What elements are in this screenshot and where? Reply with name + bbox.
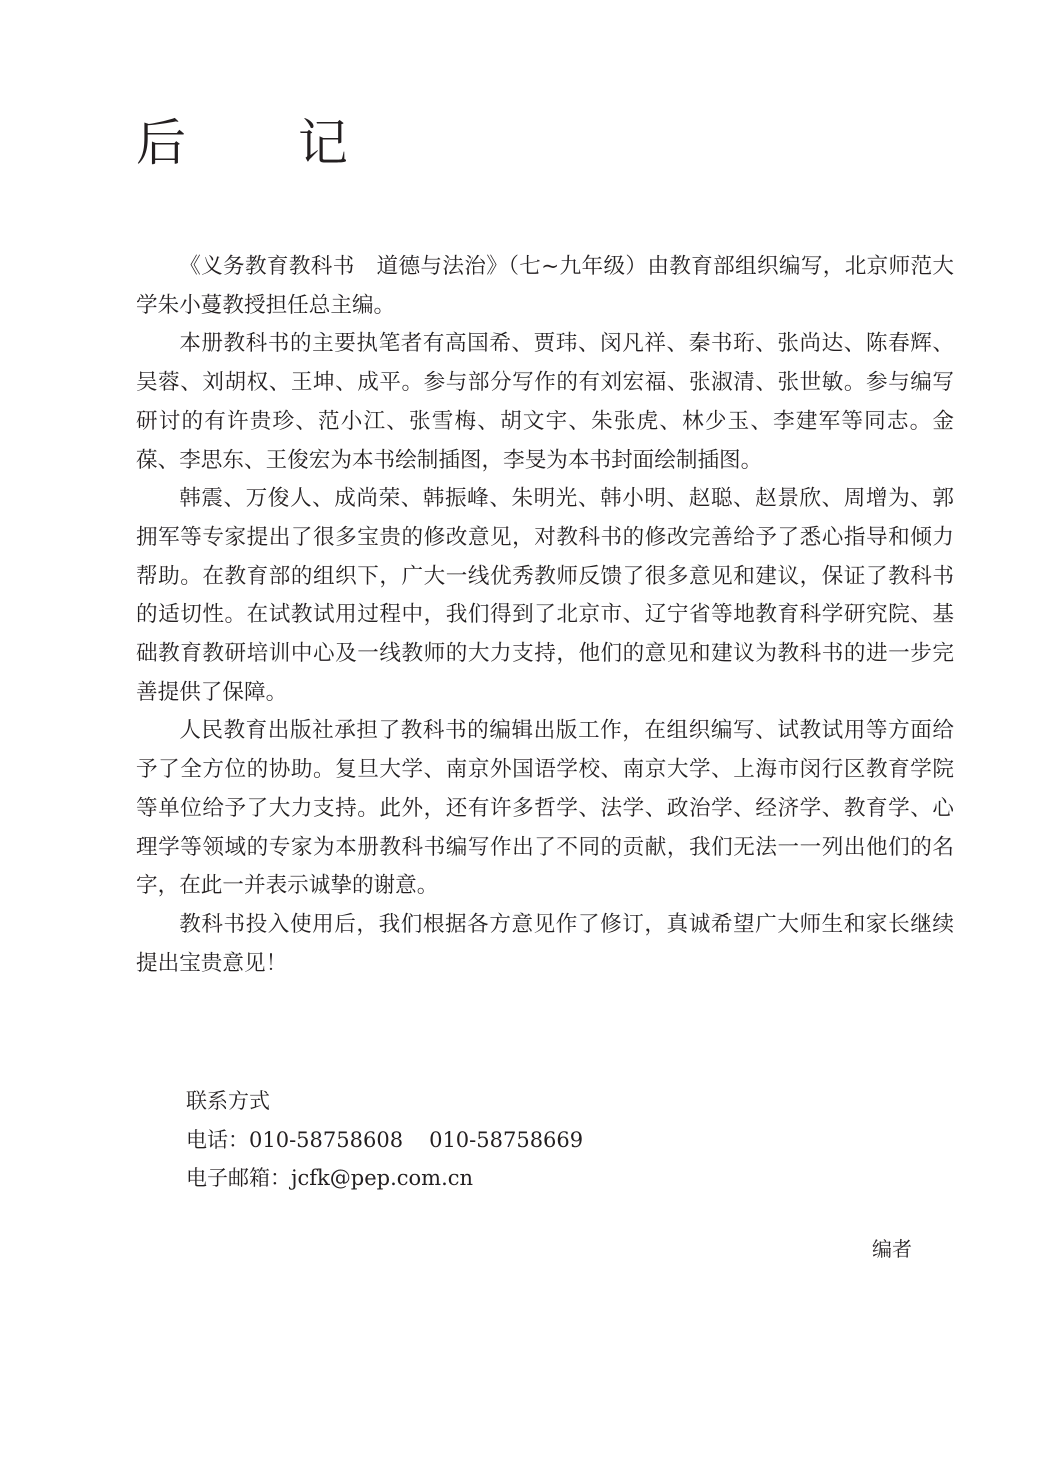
- phone-row: [186, 1121, 583, 1160]
- signoff: 编者: [872, 1237, 912, 1261]
- contact-heading: 联系方式: [186, 1089, 270, 1113]
- page-title: 后 记: [136, 114, 396, 172]
- contact-info: [186, 1082, 583, 1198]
- email-row: [186, 1159, 583, 1198]
- paragraph: 教科书投入使用后，我们根据各方意见作了修订，真诚希望广大师生和家长继续提出宝贵意见！: [136, 911, 954, 976]
- paragraph: 韩震、万俊人、成尚荣、韩振峰、朱明光、韩小明、赵聪、赵景欣、周增为、郭拥军等专家提出了很多宝贵的修改意见，对教科书的修改完善给予了悉心指导和倾力帮助。在教育部的组织下，广大一线优秀教师反馈了很多意见和建议，保证了教科书的适切性。在试教试用过程中，我们得到了北京市、辽宁省等地教育科学研究院、基础教育教研培训中心及一线教师的大力支持，他们的意见和建议为教科书的进一步完善提供了保障。: [136, 486, 954, 705]
- phone-number: 010-58758669: [429, 1127, 584, 1152]
- paragraph: 人民教育出版社承担了教科书的编辑出版工作，在组织编写、试教试用等方面给予了全方位的协助。复旦大学、南京外国语学校、南京大学、上海市闵行区教育学院等单位给予了大力支持。此外，还有许多哲学、法学、政治学、经济学、教育学、心理学等领域的专家为本册教科书编写作出了不同的贡献，我们无法一一列出他们的名字，在此一并表示诚挚的谢意。: [136, 718, 954, 899]
- email-address: jcfk@pep.com.cn: [291, 1166, 474, 1190]
- email-label: 电子邮箱：: [186, 1166, 291, 1190]
- phone-number: 010-58758608: [249, 1127, 404, 1152]
- paragraph: 本册教科书的主要执笔者有高国希、贾玮、闵凡祥、秦书珩、张尚达、陈春辉、吴蓉、刘胡权、王坤、成平。参与部分写作的有刘宏福、张淑清、张世敏。参与编写研讨的有许贵珍、范小江、张雪梅、胡文宇、朱张虎、林少玉、李建军等同志。金葆、李思东、王俊宏为本书绘制插图，李旻为本书封面绘制插图。: [136, 331, 954, 473]
- body-text: [136, 248, 954, 983]
- paragraph: 《义务教育教科书 道德与法治》（七~九年级）由教育部组织编写，北京师范大学朱小蔓教授担任总主编。: [136, 254, 954, 318]
- phone-label: 电话：: [186, 1127, 249, 1152]
